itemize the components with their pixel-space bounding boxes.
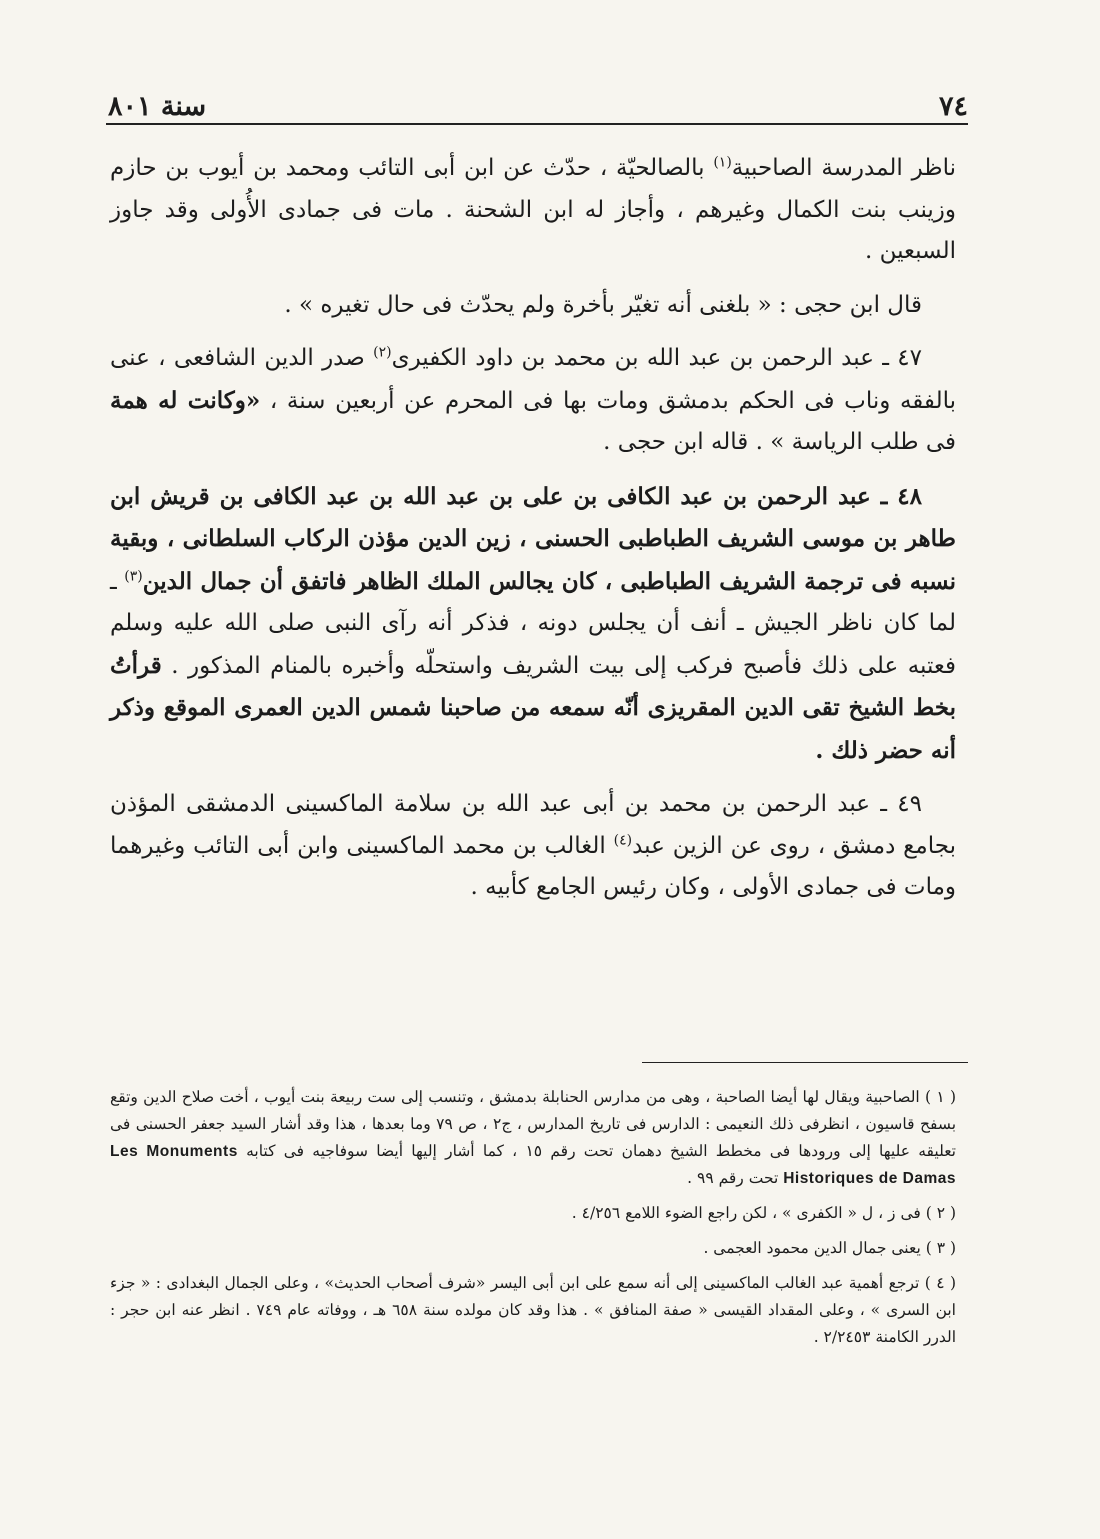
p3-bold-a: «وكانت له همة: [110, 386, 261, 414]
footnote-4: ( ٤ ) ترجع أهمية عبد الغالب الماكسينى إلى أنه سمع على ابن أبى اليسر «شرف أصحاب الحديث» ، وعلى الجمال البغدادى : « جزء ابن السرى » ، وعلى المقداد القيسى « صفة المنافق » . هذا وقد كان مولده سنة ٦٥٨ هـ ، ووفاته عام ٧٤٩ . انظر عنه ابن حجر : الدرر الكامنة ٢/٢٤٥٣ .: [110, 1274, 956, 1346]
p3-text-c: فى طلب الرياسة » . قاله ابن حجى .: [603, 429, 956, 455]
paragraph-1: [110, 148, 956, 273]
footnote-marker-4: (٤): [613, 831, 633, 848]
p2-text: قال ابن حجى : « بلغنى أنه تغيّر بأخرة ولم يحدّث فى حال تغيره » .: [284, 291, 922, 318]
p4-bold-a: قرأتُ بخط: [110, 651, 956, 721]
fn1-text-a: ( ١ ) الصاحبية ويقال لها أيضا الصاحبة ، وهى من مدارس الحنابلة بدمشق ، وتنسب إلى ست ربيعة بنت أيوب ، أخت صلاح الدين وتقع بسفح قاسيون ، انظرفى ذلك النعيمى : الدارس فى تاريخ المدارس ، ج٢ ، ص ٧٩ وما بعدها ، هذا وقد أشار السيد جعفر الحسنى فى تعليقه عليها إلى ورودها فى مخطط الشيخ دهمان تحت رقم ١٥ ، كما أشار إليها أيضا سوفاجيه فى كتابه: [110, 1088, 957, 1160]
page-number: ٧٤: [938, 91, 968, 122]
p3-text-a: ٤٧ ـ عبد الرحمن بن عبد الله بن محمد بن داود الكفيرى: [391, 345, 922, 371]
footnote-marker-3: (٣): [124, 567, 143, 584]
fn1-book-title: Les Monuments Historiques de Damas: [110, 1143, 956, 1187]
p4-text-c: الشيخ تقى الدين المقريزى أنّه سمعه من صاحبنا شمس الدين العمرى الموقع وذكر أنه حضر ذلك .: [110, 694, 956, 764]
footnote-marker-1: (١): [713, 154, 732, 171]
footnote-rule: [642, 1062, 968, 1063]
entry-48: [110, 476, 956, 773]
p4-text-b: ـ لما كان ناظر الجيش ـ أنف أن يجلس دونه ، فذكر أنه رآى النبى صلى الله عليه وسلم فعتبه على ذلك فأصبح فركب إلى بيت الشريف واستحلّه وأخبره بالمنام المذكور .: [110, 568, 956, 679]
footnote-2: ( ٢ ) فى ز ، ل « الكفرى » ، لكن راجع الضوء اللامع ٤/٢٥٦ .: [571, 1204, 956, 1222]
page-header: [108, 78, 968, 122]
p4-text-a: ٤٨ ـ عبد الرحمن بن عبد الكافى بن على بن عبد الله بن عبد الكافى بن قريش ابن طاهر بن موسى الشريف الطباطبى الحسنى ، زين الدين مؤذن الركاب السلطانى ، وبقية نسبه فى ترجمة الشريف الطباطبى ، كان يجالس الملك الظاهر فاتفق أن جمال الدين: [110, 482, 956, 595]
entry-47: [110, 338, 956, 464]
p5-text-b: الغالب بن محمد الماكسينى وابن أبى التائب وغيرهما ومات فى جمادى الأولى ، وكان رئيس الجامع كأبيه .: [110, 832, 956, 900]
footnote-marker-2: (٢): [373, 344, 392, 361]
fn1-text-b: تحت رقم ٩٩ .: [687, 1169, 784, 1187]
p1-text-a: ناظر المدرسة الصاحبية: [731, 155, 956, 181]
entry-49: [110, 784, 956, 909]
footnote-3: ( ٣ ) يعنى جمال الدين محمود العجمى .: [703, 1239, 956, 1257]
running-head: سنة ٨٠١: [108, 91, 207, 122]
p5-text-a: ٤٩ ـ عبد الرحمن بن محمد بن أبى عبد الله بن سلامة الماكسينى الدمشقى المؤذن بجامع دمشق ، روى عن الزين عبد: [110, 791, 956, 859]
main-text: [110, 148, 956, 921]
footnotes: [110, 1084, 956, 1359]
paragraph-2: [110, 285, 956, 327]
p1-text-b: بالصالحيّة ، حدّث عن ابن أبى التائب ومحمد بن أيوب بن حازم وزينب بنت الكمال وغيرهم ، وأجاز له ابن الشحنة . مات فى جمادى الأُولى وقد جاوز السبعين .: [110, 155, 956, 264]
p3-text-b: صدر الدين الشافعى ، عنى بالفقه وناب فى الحكم بدمشق ومات بها فى المحرم عن أربعين سنة ،: [110, 345, 956, 414]
footnote-1: [110, 1084, 956, 1192]
header-rule: [106, 123, 968, 125]
